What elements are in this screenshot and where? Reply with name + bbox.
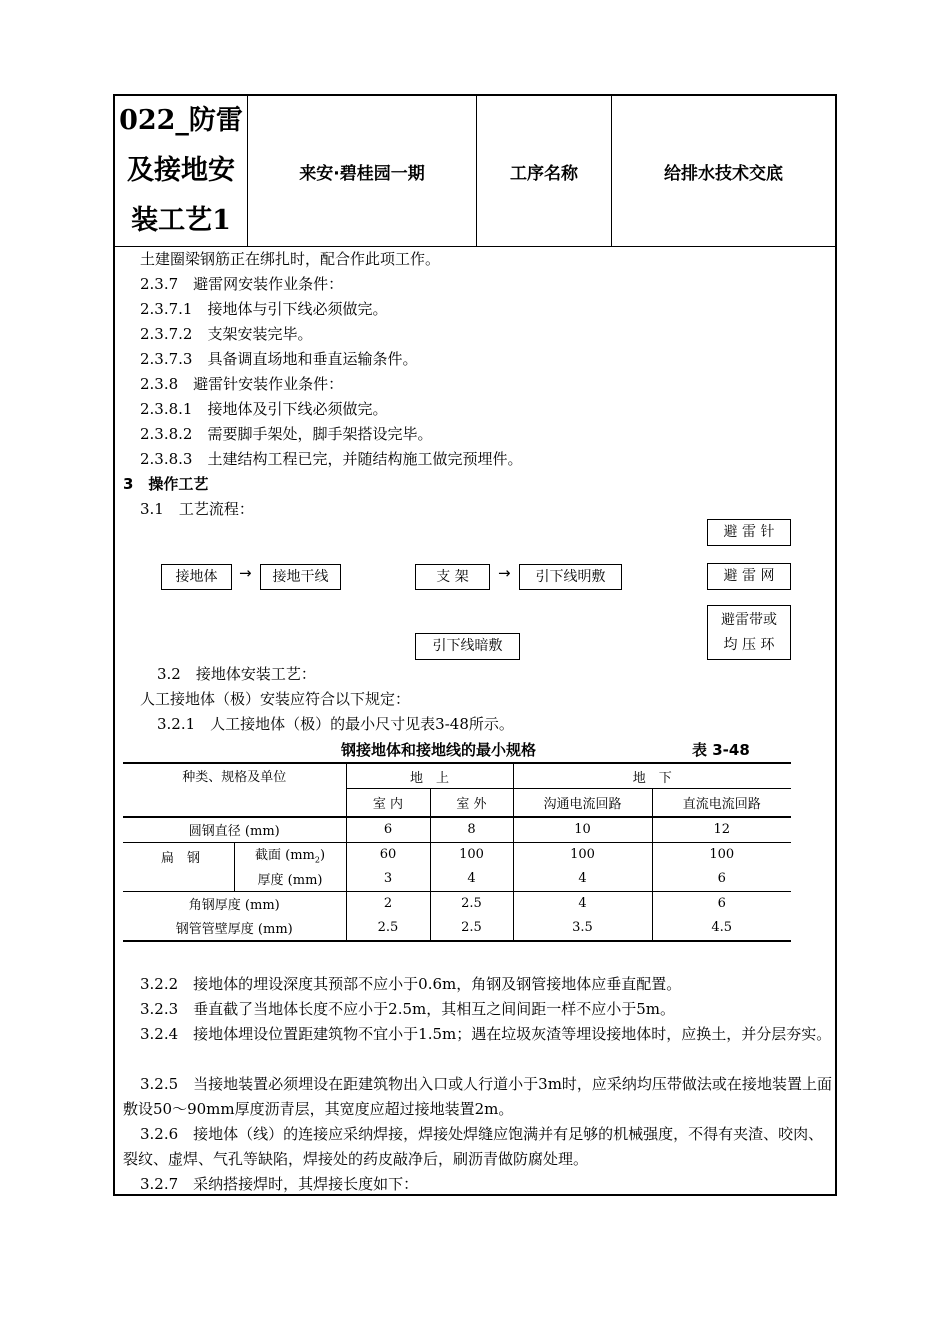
title-line-1: 022_防雷: [119, 105, 243, 136]
row-label: 角钢厚度 (mm): [123, 891, 346, 916]
flow-arrow: →: [239, 564, 252, 582]
paragraph: 3.2.5 当接地装置必须埋设在距建筑物出入口或人行道小于3m时，应采纳均压带做法或在接地装置上面敷设50～90mm厚度沥青层，其宽度应超过接地装置2m。: [123, 1075, 832, 1118]
table-cell: 6: [652, 867, 791, 892]
process-label: 工序名称: [477, 96, 612, 246]
header-ac-circuit: 沟通电流回路: [513, 789, 652, 817]
header-dc-circuit: 直流电流回路: [652, 789, 791, 817]
table-cell: 4.5: [652, 916, 791, 941]
table-number: 表 3-48: [692, 741, 750, 759]
flow-box-concealed-downlead: 引下线暗敷: [415, 633, 520, 660]
row-label: 厚度 (mm): [234, 867, 346, 892]
table-cell: 10: [513, 817, 652, 843]
flow-box-lightning-rod: 避 雷 针: [707, 519, 791, 546]
table-cell: 4: [513, 867, 652, 892]
flat-steel-label: 扁 钢: [123, 842, 234, 891]
paragraph: 3.2.4 接地体埋设位置距建筑物不宜小于1.5m；遇在垃圾灰渣等埋设接地体时，应换土，并分层夯实。: [140, 1025, 832, 1043]
header-outdoor: 室 外: [430, 789, 513, 817]
spec-table: [123, 762, 791, 942]
project-name: 来安·碧桂园一期: [248, 96, 477, 246]
text-line: 2.3.8.1 接地体及引下线必须做完。: [140, 400, 388, 418]
table-row: [123, 891, 791, 916]
table-row: [123, 916, 791, 941]
flow-box-lightning-belt: [707, 605, 791, 660]
row-label: 圆钢直径 (mm): [123, 817, 346, 843]
table-row: [123, 817, 791, 843]
text-line: 2.3.7.2 支架安装完毕。: [140, 325, 313, 343]
flow-arrow: →: [498, 564, 511, 582]
table-cell: 2: [346, 891, 430, 916]
flow-box-line: 均 压 环: [723, 636, 775, 653]
table-cell: 2.5: [430, 916, 513, 941]
row-label: 钢管管壁厚度 (mm): [123, 916, 346, 941]
paragraph: 3.2.2 接地体的埋设深度其预部不应小于0.6m，角钢及钢管接地体应垂直配置。: [140, 975, 682, 993]
paragraph: 3.2.6 接地体（线）的连接应采纳焊接，焊接处焊缝应饱满并有足够的机械强度，不得有夹渣、咬肉、裂纹、虚焊、气孔等缺陷，焊接处的药皮敲净后，刷沥青做防腐处理。: [123, 1125, 824, 1168]
paragraph: 3.2.7 采纳搭接焊时，其焊接长度如下：: [140, 1175, 419, 1193]
paragraph: 3.2.3 垂直截了当地体长度不应小于2.5m，其相互之间间距一样不应小于5m。: [140, 1000, 676, 1018]
table-cell: 60: [346, 842, 430, 867]
text-line: 2.3.7.1 接地体与引下线必须做完。: [140, 300, 388, 318]
table-cell: 2.5: [346, 916, 430, 941]
header-indoor: 室 内: [346, 789, 430, 817]
table-caption: 钢接地体和接地线的最小规格: [341, 741, 537, 759]
header-above-ground: 地 上: [346, 763, 513, 789]
text-line: 人工接地体（极）安装应符合以下规定：: [140, 690, 411, 708]
title-line-2: 及接地安: [127, 155, 235, 186]
flow-box-exposed-downlead: 引下线明敷: [519, 564, 622, 590]
table-row: [123, 842, 791, 867]
text-line: 3.2 接地体安装工艺：: [157, 665, 316, 683]
row-label: 截面 $(mm_2)$: [234, 842, 346, 867]
text-line: 3.1 工艺流程：: [140, 500, 254, 518]
title-line-3: 装工艺1: [131, 205, 231, 236]
text-line: 2.3.8.3 土建结构工程已完，并随结构施工做完预埋件。: [140, 450, 523, 468]
table-cell: 6: [346, 817, 430, 843]
text-line: 土建圈梁钢筋正在绑扎时，配合作此项工作。: [140, 250, 441, 268]
flow-box-bracket: 支 架: [415, 564, 490, 590]
header-below-ground: 地 下: [513, 763, 791, 789]
table-cell: 12: [652, 817, 791, 843]
table-cell: 100: [430, 842, 513, 867]
table-cell: 6: [717, 896, 726, 911]
table-cell: 3: [346, 867, 430, 892]
flow-box-ground-body: 接地体: [161, 564, 232, 590]
header-row: [115, 96, 835, 247]
doc-type: 给排水技术交底: [664, 163, 783, 184]
text-line: 2.3.7.3 具备调直场地和垂直运输条件。: [140, 350, 418, 368]
table-cell: 8: [430, 817, 513, 843]
table-cell: 4: [513, 891, 652, 916]
table-cell: 100: [709, 847, 735, 862]
doc-title: [115, 96, 248, 246]
text-line: 2.3.8.2 需要脚手架处，脚手架搭设完毕。: [140, 425, 433, 443]
table-cell: 4: [430, 867, 513, 892]
table-cell: 100: [513, 842, 652, 867]
table-cell: 3.5: [513, 916, 652, 941]
section-heading: 3 操作工艺: [123, 475, 209, 493]
flow-box-line: 避雷带或: [721, 611, 777, 628]
table-cell: 2.5: [430, 891, 513, 916]
header-kind: 种类、规格及单位: [123, 763, 346, 817]
flow-box-ground-trunk: 接地干线: [260, 564, 341, 590]
text-line: 2.3.7 避雷网安装作业条件：: [140, 275, 344, 293]
text-line: 2.3.8 避雷针安装作业条件：: [140, 375, 344, 393]
flow-box-lightning-net: 避 雷 网: [707, 563, 791, 590]
text-line: 3.2.1 人工接地体（极）的最小尺寸见表3-48所示。: [157, 715, 514, 733]
